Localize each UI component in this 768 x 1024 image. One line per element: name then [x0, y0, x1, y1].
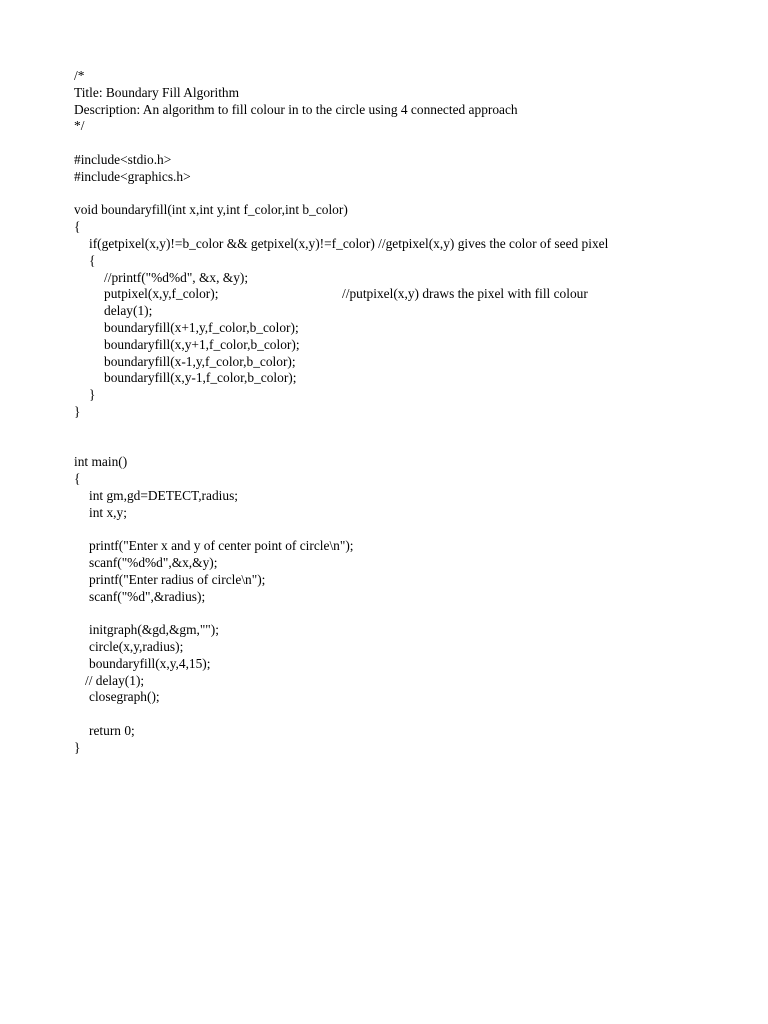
code-line [74, 622, 754, 639]
blank-line [74, 606, 754, 623]
code-line [74, 219, 754, 236]
code-line [74, 303, 754, 320]
code-text: Description: An algorithm to fill colour in to the circle using 4 connected approach [74, 101, 518, 117]
code-line [74, 270, 754, 287]
code-text: closegraph(); [89, 689, 160, 705]
code-line [74, 589, 754, 606]
code-text: circle(x,y,radius); [89, 639, 184, 655]
code-text: } [74, 403, 81, 419]
code-text: putpixel(x,y,f_color); [104, 286, 219, 302]
code-text: { [74, 471, 81, 487]
code-listing [74, 68, 754, 757]
inline-comment: //putpixel(x,y) draws the pixel with fill colour [342, 286, 588, 302]
code-text: printf("Enter x and y of center point of circle\n"); [89, 538, 354, 554]
code-text: //printf("%d%d", &x, &y); [104, 269, 249, 285]
code-line [74, 555, 754, 572]
code-text: } [74, 739, 81, 755]
code-line [74, 454, 754, 471]
code-text: // delay(1); [85, 672, 145, 688]
code-line [74, 488, 754, 505]
code-line [74, 152, 754, 169]
code-line [74, 253, 754, 270]
code-text: scanf("%d%d",&x,&y); [89, 555, 218, 571]
code-text: #include<graphics.h> [74, 168, 191, 184]
code-line [74, 370, 754, 387]
code-text: */ [74, 118, 85, 134]
blank-line [74, 421, 754, 438]
code-line [74, 673, 754, 690]
code-text: boundaryfill(x+1,y,f_color,b_color); [104, 319, 299, 335]
code-text: #include<stdio.h> [74, 151, 172, 167]
code-line [74, 723, 754, 740]
code-text: } [89, 387, 96, 403]
code-text: scanf("%d",&radius); [89, 588, 206, 604]
code-text: initgraph(&gd,&gm,""); [89, 622, 219, 638]
blank-line [74, 135, 754, 152]
code-line [74, 286, 754, 303]
code-text: int x,y; [89, 504, 127, 520]
code-text: boundaryfill(x-1,y,f_color,b_color); [104, 353, 296, 369]
code-line [74, 337, 754, 354]
code-text: return 0; [89, 723, 135, 739]
blank-line [74, 438, 754, 455]
code-line [74, 639, 754, 656]
code-text: /* [74, 68, 85, 83]
blank-line [74, 186, 754, 203]
code-text: { [74, 219, 81, 235]
code-line [74, 538, 754, 555]
code-line [74, 320, 754, 337]
code-line [74, 102, 754, 119]
blank-line [74, 522, 754, 539]
code-text: { [89, 252, 96, 268]
code-line [74, 118, 754, 135]
code-line [74, 656, 754, 673]
code-text: boundaryfill(x,y-1,f_color,b_color); [104, 370, 297, 386]
code-line [74, 169, 754, 186]
code-line [74, 68, 754, 85]
code-text: void boundaryfill(int x,int y,int f_color,int b_color) [74, 202, 348, 218]
code-text: if(getpixel(x,y)!=b_color && getpixel(x,y)!=f_color) //getpixel(x,y) gives the color of seed pixel [89, 235, 609, 251]
code-text: int main() [74, 454, 128, 470]
blank-line [74, 706, 754, 723]
code-line [74, 740, 754, 757]
code-line [74, 404, 754, 421]
code-text: boundaryfill(x,y,4,15); [89, 655, 211, 671]
code-text: printf("Enter radius of circle\n"); [89, 571, 266, 587]
code-text: boundaryfill(x,y+1,f_color,b_color); [104, 336, 300, 352]
code-line [74, 85, 754, 102]
code-line [74, 471, 754, 488]
code-text: Title: Boundary Fill Algorithm [74, 84, 240, 100]
code-line [74, 236, 754, 253]
code-text: delay(1); [104, 303, 153, 319]
code-line [74, 202, 754, 219]
code-line [74, 689, 754, 706]
code-line [74, 354, 754, 371]
code-line [74, 505, 754, 522]
code-line [74, 387, 754, 404]
code-text: int gm,gd=DETECT,radius; [89, 487, 239, 503]
code-line [74, 572, 754, 589]
